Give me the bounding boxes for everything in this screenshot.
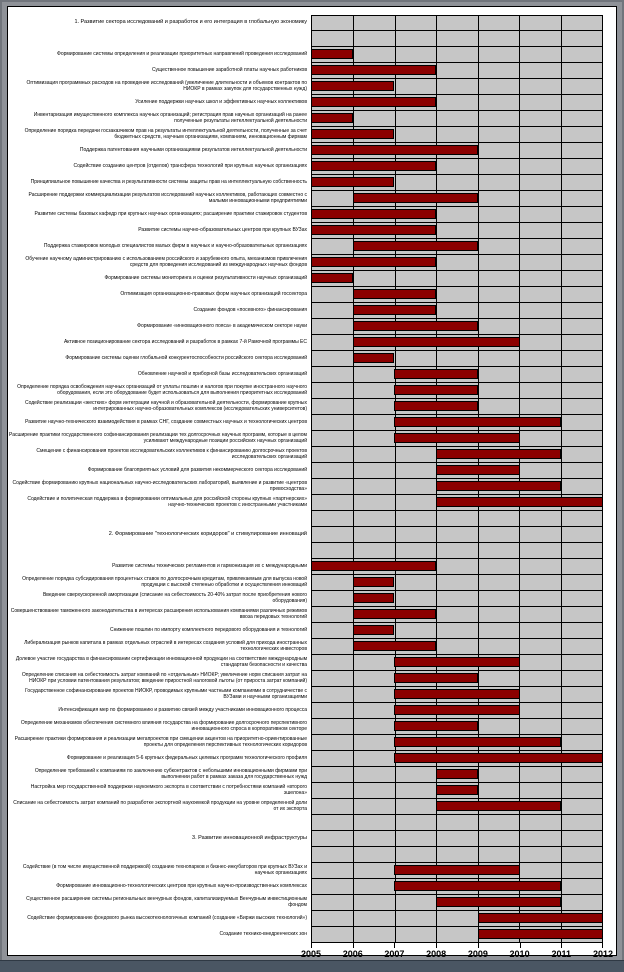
task-label: Определение механизмов обеспечения системного влияния государства на формирование долгосрочного перспективного инновационного спроса в корпоративном секторе — [20, 720, 307, 732]
plot-cell — [311, 367, 603, 383]
gantt-bar — [311, 177, 394, 187]
gantt-bar — [353, 625, 395, 635]
task-label: Оптимизация организационно-правовых форм научных организаций госсектора — [120, 291, 307, 298]
plot-cell — [311, 815, 603, 831]
task-row — [9, 223, 609, 239]
task-label: Существенное повышение заработной платы научных работников — [151, 67, 307, 74]
gantt-bar — [436, 801, 561, 811]
task-label: Поддержка стажировок молодых специалистов малых фирм в научных и научно-образовательных организациях — [43, 243, 307, 250]
task-row — [9, 575, 609, 591]
plot-cell — [311, 735, 603, 751]
gantt-chart — [9, 15, 614, 965]
gantt-bar — [436, 481, 561, 491]
task-row — [9, 719, 609, 735]
axis-tick — [561, 943, 562, 948]
document-page — [7, 6, 617, 959]
gantt-bar — [311, 145, 478, 155]
plot-cell — [311, 655, 603, 671]
gantt-bar — [353, 593, 395, 603]
plot-cell — [311, 623, 603, 639]
task-label: Содействие реализации «жестких» форм интеграции научной и образовательной деятельности, формирование крупных интегрированных научно-образовательных комплексов (исследовательских университетов) — [24, 400, 307, 412]
plot-cell — [311, 831, 603, 847]
task-label: Формирование системы мониторинга и оценки результативности научных организаций — [104, 275, 307, 282]
gantt-bar — [311, 81, 394, 91]
plot-cell — [311, 527, 603, 543]
plot-cell — [311, 591, 603, 607]
task-label: Содействие формированию фондового рынка высокотехнологичных компаний (создание «Биржи высоких технологий») — [27, 915, 307, 922]
task-row — [9, 655, 609, 671]
task-row — [9, 399, 609, 415]
plot-cell — [311, 607, 603, 623]
task-label: Формирование «инновационного пояса» в академическом секторе науки — [137, 323, 307, 330]
gantt-bar — [353, 305, 436, 315]
gantt-bar — [311, 97, 436, 107]
axis-tick — [394, 943, 395, 948]
gantt-bar — [311, 225, 436, 235]
task-row — [9, 159, 609, 175]
task-row — [9, 559, 609, 575]
plot-cell — [311, 271, 603, 287]
gantt-bar — [311, 129, 394, 139]
task-label: Снижение пошлин по импорту комплектного передового оборудования и технологий — [109, 627, 307, 634]
gantt-bar — [353, 353, 395, 363]
task-label: Инвентаризация имущественного комплекса научных организаций; регистрация прав научных организаций на ранее полученные результаты интеллектуальной деятельности — [33, 112, 307, 124]
task-row — [9, 271, 609, 287]
task-row — [9, 127, 609, 143]
task-label: Содействие созданию центров (отделов) трансфера технологий при крупных научных организациях — [73, 163, 307, 170]
task-row — [9, 335, 609, 351]
gantt-bar — [394, 737, 561, 747]
task-label: Развитие системы технических регламентов и гармонизация их с международными — [112, 563, 307, 570]
gantt-bar — [436, 785, 478, 795]
task-row — [9, 319, 609, 335]
task-label: Расширение практики государственного софинансирования реализации тех долгосрочных научных программ, которые в целом усиливают международные позиции российских научных организаций — [9, 432, 307, 444]
plot-cell — [311, 207, 603, 223]
gantt-bar — [394, 865, 519, 875]
spacer-row — [9, 543, 609, 559]
plot-cell — [311, 511, 603, 527]
task-label: Создание фондов «посевного» финансирования — [193, 307, 307, 314]
plot-cell — [311, 127, 603, 143]
task-row — [9, 671, 609, 687]
axis-year-label: 2011 — [551, 949, 572, 959]
task-label: Развитие системы научно-образовательных центров при крупных ВУЗах — [138, 227, 307, 234]
plot-cell — [311, 111, 603, 127]
gantt-bar — [394, 385, 477, 395]
task-label: Формирование благоприятных условий для развития некоммерческого сектора исследований — [87, 467, 307, 474]
task-label: Формирование системы определения и реализации приоритетных направлений проведения исследований — [57, 51, 307, 58]
section-title: 1. Развитие сектора исследований и разработок и его интеграция в глобальную экономику — [74, 19, 307, 26]
task-row — [9, 703, 609, 719]
axis-year-label: 2012 — [592, 949, 614, 959]
task-row — [9, 799, 609, 815]
task-label: Долевое участие государства в финансировании сертификации инновационной продукции на соответствие международным стандартам безопасности и качества — [15, 656, 307, 668]
gantt-bar — [353, 289, 436, 299]
plot-cell — [311, 559, 603, 575]
plot-cell — [311, 767, 603, 783]
task-row — [9, 431, 609, 447]
plot-cell — [311, 463, 603, 479]
plot-cell — [311, 847, 603, 863]
task-row — [9, 751, 609, 767]
axis-year-label: 2006 — [342, 949, 363, 959]
task-label: Формирование инновационно-технологических центров при крупных научно-производственных комплексах — [56, 883, 307, 890]
gantt-bar — [311, 257, 436, 267]
plot-cell — [311, 31, 603, 47]
task-label — [9, 543, 311, 559]
task-row — [9, 47, 609, 63]
task-label: Определение списания на себестоимость затрат компаний по «отдельным» НИОКР; увеличение норм списания затрат на НИОКР при условии патентования результатов; введение приростной налоговой льготы (от прироста затрат компаний) — [21, 672, 307, 684]
task-label: Развитие научно-технического взаимодействия в рамках СНГ, создание совместных научных и технологических центров — [25, 419, 307, 426]
task-label: Интенсификация мер по формированию и развитию связей между участниками инновационного процесса — [58, 707, 307, 714]
task-row — [9, 495, 609, 511]
gantt-bar — [311, 49, 353, 59]
gantt-bar — [311, 161, 436, 171]
gantt-bar — [478, 929, 603, 939]
plot-cell — [311, 383, 603, 399]
plot-cell — [311, 751, 603, 767]
gantt-bar — [478, 913, 603, 923]
plot-cell — [311, 255, 603, 271]
task-row — [9, 367, 609, 383]
plot-cell — [311, 399, 603, 415]
task-row — [9, 303, 609, 319]
window-bottom-edge — [0, 960, 624, 972]
axis-year-label: 2009 — [467, 949, 488, 959]
axis-year-label: 2008 — [426, 949, 447, 959]
plot-cell — [311, 479, 603, 495]
gantt-bar — [394, 369, 477, 379]
plot-cell — [311, 927, 603, 943]
task-label — [9, 847, 311, 863]
plot-cell — [311, 639, 603, 655]
task-row — [9, 607, 609, 623]
gantt-bar — [353, 193, 478, 203]
gantt-bar — [353, 641, 436, 651]
task-label: Расширение поддержки коммерциализации результатов исследований научных коллективов, работающих совместно с малыми инновационными предприятиями — [28, 192, 307, 204]
task-row — [9, 783, 609, 799]
plot-cell — [311, 223, 603, 239]
task-label: Государственное софинансирование проектов НИОКР, проводимых крупными частными компаниями в сотрудничестве с ВУЗами и научными организациями — [25, 688, 307, 700]
spacer-row — [9, 31, 609, 47]
gantt-bar — [394, 753, 603, 763]
gantt-bar — [436, 449, 561, 459]
axis-year-label: 2007 — [384, 949, 405, 959]
axis-tick — [520, 943, 521, 948]
task-row — [9, 175, 609, 191]
task-label: Существенное расширение системы региональных венчурных фондов, капитализируемых Венчурным инвестиционным фондом — [26, 896, 307, 908]
plot-cell — [311, 543, 603, 559]
plot-cell — [311, 191, 603, 207]
gantt-rows — [9, 15, 609, 943]
gantt-bar — [394, 401, 477, 411]
gantt-bar — [311, 561, 436, 571]
plot-cell — [311, 175, 603, 191]
gantt-bar — [394, 417, 561, 427]
task-row — [9, 735, 609, 751]
task-row — [9, 927, 609, 943]
task-row — [9, 351, 609, 367]
plot-cell — [311, 447, 603, 463]
task-row — [9, 911, 609, 927]
task-label: Оптимизация программных расходов на проведение исследований (увеличение длительности и объемов контрактов по НИОКР в рамках закупок для государственных нужд) — [26, 80, 307, 92]
plot-cell — [311, 143, 603, 159]
task-label: Определение порядка передачи госзаказчиком прав на результаты интеллектуальной деятельности, полученные за счет бюджетных средств, научным организациям, компаниям, инновационным фирмам — [24, 128, 307, 140]
task-label — [9, 31, 311, 47]
gantt-bar — [394, 721, 477, 731]
task-row — [9, 639, 609, 655]
spacer-row — [9, 511, 609, 527]
plot-cell — [311, 895, 603, 911]
task-row — [9, 239, 609, 255]
task-row — [9, 415, 609, 431]
task-row — [9, 767, 609, 783]
gantt-bar — [353, 241, 478, 251]
gantt-bar — [394, 433, 519, 443]
plot-cell — [311, 159, 603, 175]
task-row — [9, 895, 609, 911]
gantt-bar — [436, 465, 519, 475]
axis-tick — [353, 943, 354, 948]
task-row — [9, 479, 609, 495]
task-label: Списание на себестоимость затрат компаний по разработке экспортной наукоемкой продукции на уровне определенной доли от их экспорта — [13, 800, 307, 812]
task-label: Содействие и политическая поддержка в формировании оптимальных для российской стороны крупных «партнерских» научно-технических проектов с иностранными участниками — [27, 496, 307, 508]
axis-tick — [436, 943, 437, 948]
gantt-bar — [436, 497, 603, 507]
task-label: Определение порядка освобождения научных организаций от уплаты пошлин и налогов при покупке иностранного научного оборудования, если это оборудование будет использоваться для выполнения приоритетных исследований — [17, 384, 307, 396]
task-row — [9, 863, 609, 879]
task-label: Принципиальное повышение качества и результативности системы защиты прав на интеллектуальную собственность — [30, 179, 307, 186]
task-row — [9, 447, 609, 463]
plot-cell — [311, 335, 603, 351]
task-row — [9, 687, 609, 703]
task-label: Определение требований к компаниям по заключению субконтрактов с небольшими инновационными фирмами при выполнении работ в рамках заказа для государственных нужд — [34, 768, 307, 780]
plot-cell — [311, 239, 603, 255]
gantt-bar — [394, 673, 477, 683]
task-label: Формирование системы оценки глобальной конкурентоспособности российского сектора исследований — [65, 355, 307, 362]
task-row — [9, 255, 609, 271]
plot-cell — [311, 319, 603, 335]
gantt-bar — [436, 769, 478, 779]
section-header-row — [9, 831, 609, 847]
gantt-bar — [394, 881, 561, 891]
plot-cell — [311, 79, 603, 95]
plot-cell — [311, 911, 603, 927]
plot-cell — [311, 47, 603, 63]
plot-cell — [311, 783, 603, 799]
axis-tick — [602, 943, 603, 948]
gantt-bar — [353, 337, 520, 347]
plot-cell — [311, 687, 603, 703]
section-title: 2. Формирование "технологических коридоров" и стимулирование инноваций — [108, 531, 307, 538]
task-row — [9, 79, 609, 95]
plot-cell — [311, 303, 603, 319]
plot-cell — [311, 431, 603, 447]
task-label: Формирование и реализация 5-6 крупных федеральных целевых программ технологического профиля — [66, 755, 307, 762]
axis-tick — [311, 943, 312, 948]
plot-cell — [311, 879, 603, 895]
task-label — [9, 511, 311, 527]
task-row — [9, 207, 609, 223]
spacer-row — [9, 815, 609, 831]
task-row — [9, 63, 609, 79]
gantt-bar — [394, 657, 519, 667]
plot-cell — [311, 671, 603, 687]
gantt-bar — [394, 689, 519, 699]
axis-year-label: 2005 — [300, 949, 322, 959]
plot-cell — [311, 719, 603, 735]
spacer-row — [9, 847, 609, 863]
plot-cell — [311, 287, 603, 303]
axis-tick — [478, 943, 479, 948]
task-label: Либерализация рынков капитала в рамках отдельных отраслей в интересах создания условий для прихода иностранных технологических инвесторов — [24, 640, 307, 652]
gantt-bar — [436, 897, 561, 907]
task-label: Обновление научной и приборной базы исследовательских организаций — [137, 371, 307, 378]
task-row — [9, 879, 609, 895]
task-row — [9, 591, 609, 607]
plot-cell — [311, 863, 603, 879]
gantt-bar — [353, 321, 478, 331]
gantt-bar — [353, 609, 436, 619]
task-row — [9, 143, 609, 159]
task-label: Совершенствование таможенного законодательства в интересах расширения использования компаниями различных режимов ввоза передовых технологий — [10, 608, 307, 620]
task-label: Обучение научному администрированию с использованием российского и зарубежного опыта, механизмов привлечения средств для проведения исследований из международных научных фондов — [25, 256, 307, 268]
task-row — [9, 623, 609, 639]
task-row — [9, 95, 609, 111]
task-label: Содействие формированию крупных национальных научно-исследовательских лабораторий, выявление и развитие «центров превосходства» — [12, 480, 307, 492]
task-label: Активное позиционирование сектора исследований и разработок в рамках 7-й Рамочной программы ЕС — [63, 339, 307, 346]
task-row — [9, 383, 609, 399]
task-label: Настройка мер государственной поддержки наукоемкого экспорта в соответствии с потребностями компаний «второго эшелона» — [30, 784, 307, 796]
task-row — [9, 463, 609, 479]
plot-cell — [311, 415, 603, 431]
task-row — [9, 191, 609, 207]
task-row — [9, 287, 609, 303]
plot-cell — [311, 63, 603, 79]
gantt-bar — [311, 273, 353, 283]
plot-cell — [311, 495, 603, 511]
gantt-bar — [311, 209, 436, 219]
gantt-bar — [311, 113, 353, 123]
task-label: Развитие системы базовых кафедр при крупных научных организациях; расширение практики стажировок студентов — [34, 211, 307, 218]
gantt-bar — [353, 577, 395, 587]
section-header-row — [9, 527, 609, 543]
task-label: Создание технико-внедренческих зон — [219, 931, 307, 938]
plot-cell — [311, 15, 603, 31]
task-label: Смещение с финансирования проектов исследовательских коллективов к финансированию долгосрочных проектов исследовательских организаций — [36, 448, 307, 460]
task-label: Расширение практики формирования и реализации мегапроектов при смещении акцентов на приоритетно-ориентированные проекты для определения перспективных технологических коридоров — [14, 736, 307, 748]
task-label: Введение сверхускоренной амортизации (списание на себестоимость 20-40% затрат после приобретения нового оборудования) — [42, 592, 307, 604]
plot-cell — [311, 799, 603, 815]
axis-year-label: 2010 — [509, 949, 530, 959]
task-label: Поддержка патентования научными организациями результатов интеллектуальной деятельности — [79, 147, 307, 154]
plot-cell — [311, 351, 603, 367]
task-label: Определение порядка субсидирования процентных ставок по долгосрочным кредитам, привлекаемым для выпуска новой продукции с высокой степенью обработки и осуществления инноваций — [22, 576, 307, 588]
plot-cell — [311, 703, 603, 719]
task-label: Усиление поддержки научных школ и эффективных научных коллективов — [135, 99, 307, 106]
gantt-bar — [311, 65, 436, 75]
task-row — [9, 111, 609, 127]
plot-cell — [311, 95, 603, 111]
task-label — [9, 815, 311, 831]
plot-cell — [311, 575, 603, 591]
task-label: Содействие (в том числе имущественной поддержкой) созданию технопарков и бизнес-инкубаторов при крупных ВУЗах и научных организациях — [22, 864, 307, 876]
section-header-row — [9, 15, 609, 31]
section-title: 3. Развитие инновационной инфраструктуры — [192, 835, 307, 842]
gantt-bar — [394, 705, 519, 715]
